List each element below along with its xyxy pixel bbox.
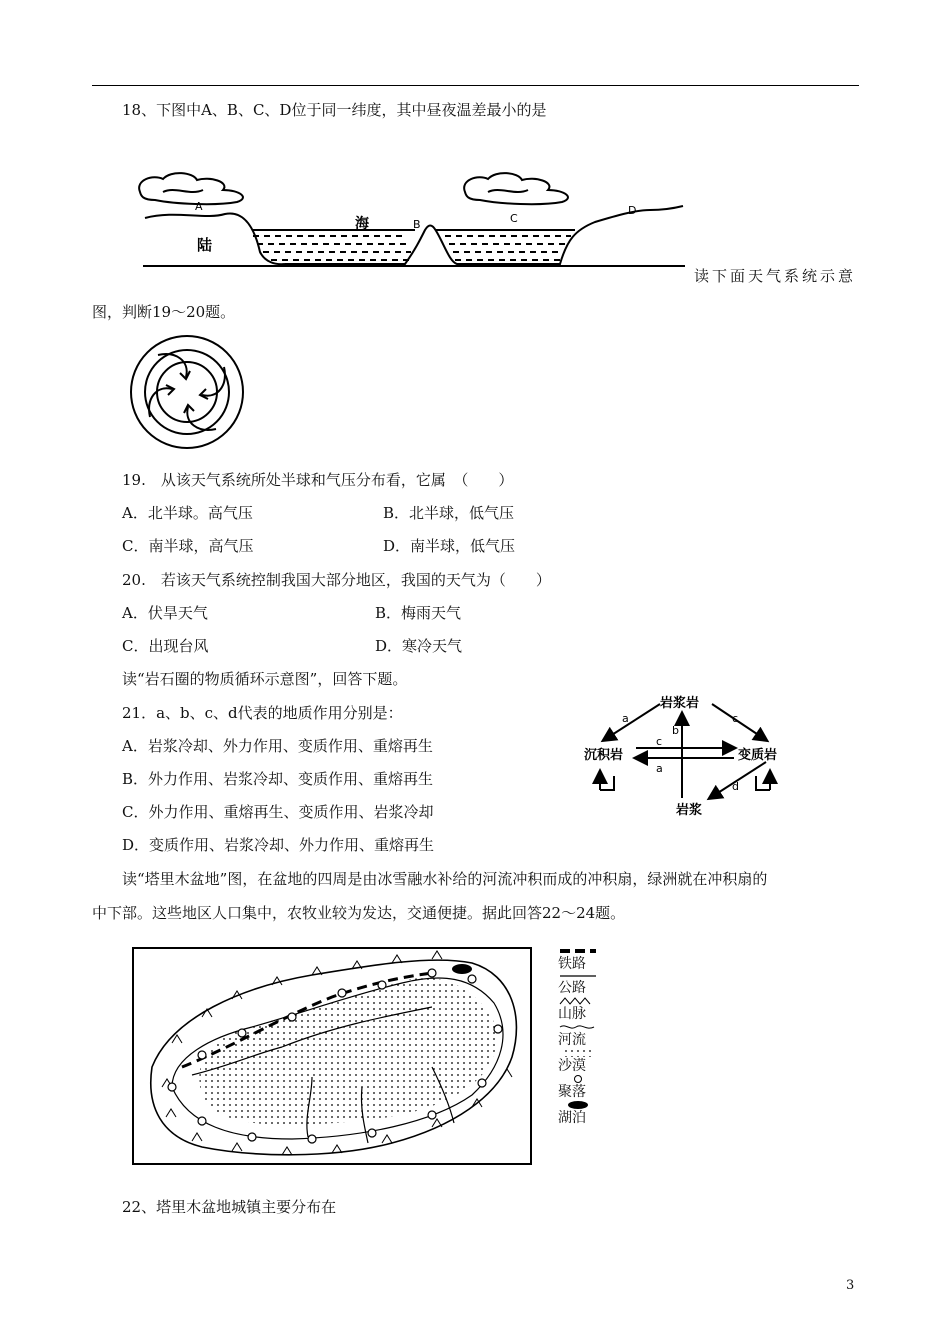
q20-option-d: D．寒冷天气 bbox=[375, 637, 463, 655]
desert-legend-icon bbox=[558, 1049, 598, 1057]
intro-19-part1: 读下面天气系统示意 bbox=[694, 267, 857, 285]
q19-option-a: A．北半球。高气压 bbox=[122, 504, 253, 522]
railway-legend-icon bbox=[558, 947, 598, 955]
legend-settlement: 聚落 bbox=[558, 1084, 586, 1100]
question-22: 22、塔里木盆地城镇主要分布在 bbox=[122, 1198, 337, 1216]
question-21: 21．a、b、c、d代表的地质作用分别是： bbox=[122, 704, 403, 722]
node-magma: 岩浆 bbox=[676, 803, 703, 818]
legend-railway: 铁路 bbox=[558, 956, 586, 972]
map-legend bbox=[552, 947, 612, 1127]
cloud-icon bbox=[464, 173, 568, 204]
intro-22-line1: 读“塔里木盆地”图，在盆地的四周是由冰雪融水补给的河流冲积而成的冲积扇，绿洲就在冲积扇的 bbox=[122, 870, 768, 888]
q21-option-b: B．外力作用、岩浆冷却、变质作用、重熔再生 bbox=[122, 770, 434, 788]
label-a: A bbox=[195, 200, 203, 213]
label-d: D bbox=[628, 204, 637, 217]
label-b: B bbox=[413, 218, 421, 231]
node-magmatic-rock: 岩浆岩 bbox=[660, 696, 700, 711]
label-land: 陆 bbox=[197, 236, 213, 254]
q19-option-c: C．南半球，高气压 bbox=[122, 537, 254, 555]
q19-option-d: D．南半球，低气压 bbox=[383, 537, 516, 555]
legend-road: 公路 bbox=[558, 980, 586, 996]
figure-weather-system bbox=[128, 333, 246, 451]
legend-mountain: 山脉 bbox=[558, 1006, 586, 1022]
figure-tarim-basin-map bbox=[132, 947, 532, 1165]
q21-option-d: D．变质作用、岩浆冷却、外力作用、重熔再生 bbox=[122, 836, 435, 854]
label-c: C bbox=[510, 212, 518, 225]
q20-option-b: B．梅雨天气 bbox=[375, 604, 462, 622]
label-sea: 海 bbox=[355, 216, 369, 232]
question-19: 19. 从该天气系统所处半球和气压分布看，它属 （ ） bbox=[122, 471, 514, 489]
header-rule bbox=[92, 85, 859, 86]
page-number: 3 bbox=[846, 1278, 855, 1293]
question-18: 18、下图中A、B、C、D位于同一纬度，其中昼夜温差最小的是 bbox=[122, 101, 547, 119]
wind-arrow-icon bbox=[149, 354, 225, 430]
label-a-mid: a bbox=[656, 762, 663, 775]
intro-22-line2: 中下部。这些地区人口集中，农牧业较为发达，交通便捷。据此回答22～24题。 bbox=[92, 904, 626, 922]
intro-19-part2: 图，判断19～20题。 bbox=[92, 303, 236, 321]
figure-rock-cycle bbox=[580, 690, 790, 820]
q20-option-c: C．出现台风 bbox=[122, 637, 209, 655]
label-c-top: c bbox=[732, 712, 739, 725]
q21-option-c: C．外力作用、重熔再生、变质作用、岩浆冷却 bbox=[122, 803, 434, 821]
figure-q18-land-sea bbox=[135, 170, 690, 270]
cloud-icon bbox=[139, 173, 243, 204]
label-d: d bbox=[732, 780, 739, 793]
node-metamorphic-rock: 变质岩 bbox=[738, 748, 778, 763]
legend-river: 河流 bbox=[558, 1032, 586, 1048]
q21-option-a: A．岩浆冷却、外力作用、变质作用、重熔再生 bbox=[122, 737, 433, 755]
question-20: 20. 若该天气系统控制我国大部分地区，我国的天气为（ ） bbox=[122, 571, 551, 589]
intro-21: 读“岩石圈的物质循环示意图”，回答下题。 bbox=[122, 670, 408, 688]
mountain-legend-icon bbox=[558, 997, 598, 1005]
lake-icon bbox=[452, 964, 472, 974]
label-b: b bbox=[672, 724, 679, 737]
node-sedimentary-rock: 沉积岩 bbox=[584, 748, 624, 763]
q20-option-a: A．伏旱天气 bbox=[122, 604, 208, 622]
river-legend-icon bbox=[558, 1023, 598, 1031]
legend-lake: 湖泊 bbox=[558, 1110, 586, 1126]
label-c-mid: c bbox=[656, 735, 663, 748]
lake-legend-icon bbox=[558, 1101, 598, 1109]
legend-desert: 沙漠 bbox=[558, 1058, 586, 1074]
q19-option-b: B．北半球，低气压 bbox=[383, 504, 515, 522]
settlement-legend-icon bbox=[558, 1075, 598, 1083]
label-a-top: a bbox=[622, 712, 629, 725]
